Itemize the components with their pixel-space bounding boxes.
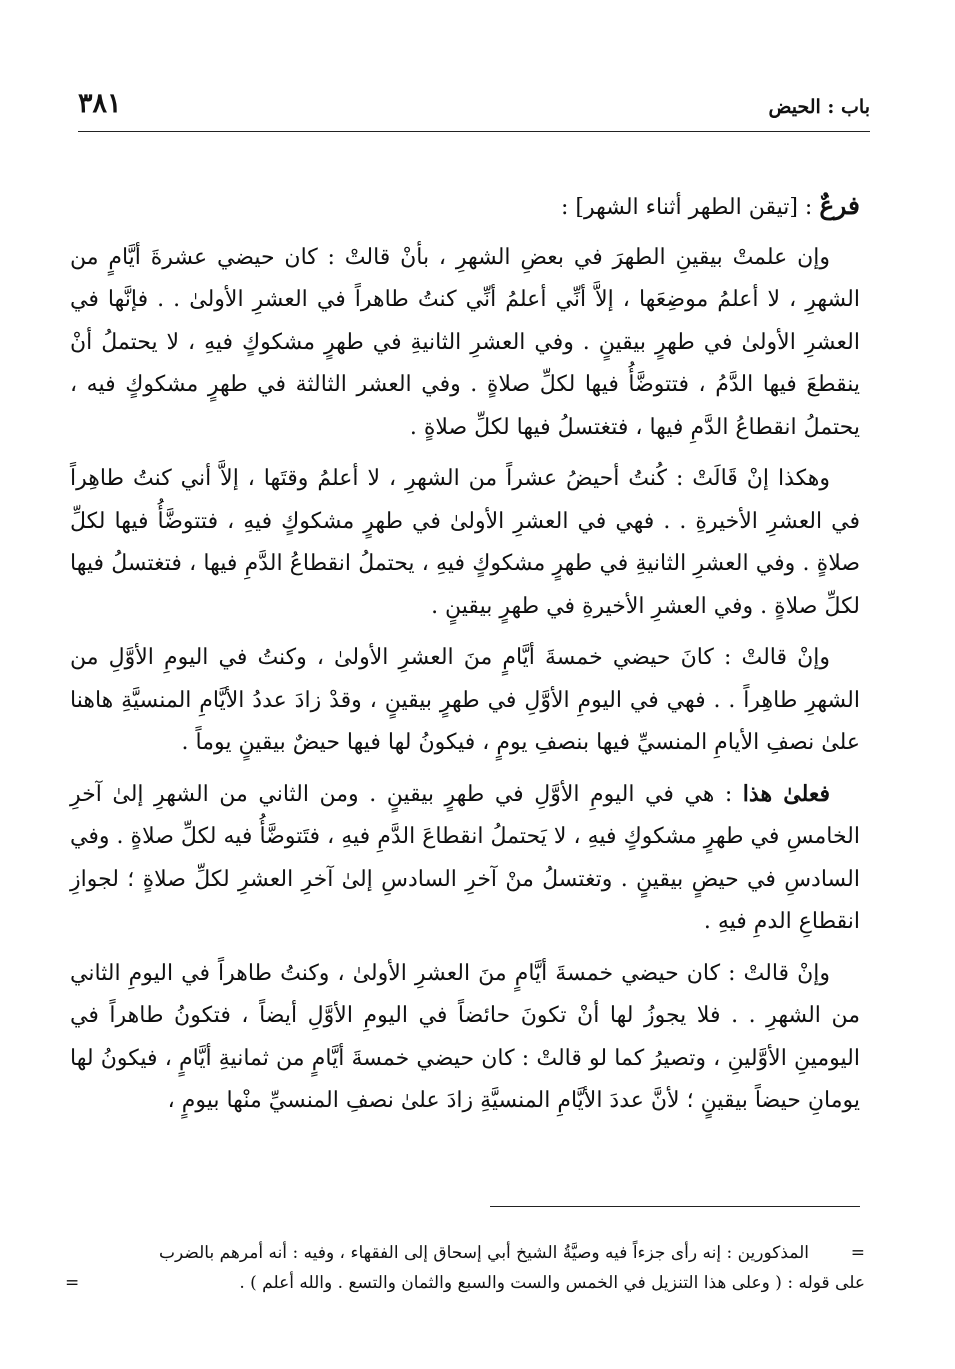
main-text	[70, 185, 860, 1131]
footnote-line	[65, 1238, 865, 1268]
paragraph	[70, 236, 860, 450]
page-header	[78, 88, 870, 128]
continuation-mark: =	[850, 1243, 865, 1263]
header-rule	[78, 131, 870, 132]
paragraph	[70, 952, 860, 1123]
paragraph-text: : هي في اليومِ الأوَّلِ في طهرٍ بيقينٍ . ومن الثاني من الشهرِ إلىٰ آخرِ الخامسِ في طهرٍ مشكوكٍ فيهِ ، لا يَحتملُ انقطاعَ الدَّمِ فيهِ ، فتَتوضَّأُ فيه لكلِّ صلاةٍ . وفي السادسِ في حيضٍ بيقينٍ . وتغتسلُ منْ آخرِ السادسِ إلىٰ آخرِ العشرِ لكلِّ صلاةٍ ؛ لجوازِ انقطاعِ الدمِ فيهِ .	[70, 781, 860, 934]
footnote-text: على قوله : ( وعلى هذا التنزيل في الخمس والست والسبع والثمان والتسع . والله أعلم ) .	[239, 1273, 865, 1293]
continuation-mark: =	[65, 1273, 80, 1293]
section-heading	[70, 185, 860, 230]
section-lead: فرعٌ	[819, 191, 860, 220]
page-number: ٣٨١	[78, 88, 122, 119]
footnote-rule	[490, 1206, 860, 1207]
footnotes	[65, 1238, 865, 1298]
running-title: باب : الحيض	[768, 96, 870, 118]
section-title: : [تيقن الطهر أثناء الشهر] :	[560, 195, 820, 220]
paragraph-text: وإنْ قالتْ : كان حيضي خمسةَ أيَّامٍ منَ العشرِ الأولىٰ ، وكنتُ طاهراً في اليومِ الثاني من الشهرِ . . فلا يجوزُ لها أنْ تكونَ حائضاً في اليومِ الأوَّلِ أيضاً ، فتكونُ طاهراً في اليومينِ الأوَّلينِ ، وتصيرُ كما لو قالتْ : كان حيضي خمسةَ أيَّامٍ من ثمانيةِ أيَّامٍ ، فيكونُ لها يومانِ حيضاً بيقينٍ ؛ لأنَّ عددَ الأيَّامِ المنسيَّةِ زادَ علىٰ نصفِ المنسيِّ منْها بيومٍ ،	[70, 960, 860, 1113]
paragraph-text: وإنْ قالتْ : كانَ حيضي خمسةَ أيَّامٍ منَ العشرِ الأولىٰ ، وكنتُ في اليومِ الأوَّلِ من الشهرِ طاهِراً . . فهي في اليومِ الأوَّلِ في طهرٍ بيقينٍ ، وقدْ زادَ عددُ الأيَّامِ المنسيَّةِ هاهنا علىٰ نصفِ الأيامِ المنسيِّ فيها بنصفِ يومٍ ، فيكونُ لها فيها حيضٌ بيقينٍ يوماً .	[70, 645, 860, 755]
paragraph	[70, 457, 860, 628]
paragraph	[70, 636, 860, 765]
paragraph-lead: فعلىٰ هذا	[742, 780, 831, 807]
paragraph	[70, 773, 860, 944]
footnote-line	[65, 1268, 865, 1298]
paragraph-text: وهكذا إنْ قَالَتْ : كُنتُ أحيضُ عشراً من الشهرِ ، لا أعلمُ وقتَها ، إلاَّ أني كنتُ طاهِراً في العشرِ الأخيرةِ . . فهي في العشرِ الأولىٰ في طهرٍ مشكوكٍ فيهِ ، فتتوضَّأُ فيها لكلِّ صلاةٍ . وفي العشرِ الثانيةِ في طهرٍ مشكوكٍ فيهِ ، يحتملُ انقطاعُ الدَّمِ فيها ، فتغتسلُ فيها لكلِّ صلاةٍ . وفي العشرِ الأخيرةِ في طهرٍ بيقينٍ .	[70, 466, 860, 619]
paragraph-text: وإن علمتْ بيقينِ الطهرَ في بعضِ الشهرِ ، بأنْ قالتْ : كان حيضي عشرةَ أيَّامٍ من الشهرِ ، لا أعلمُ موضِعَها ، إلاَّ أنِّي أعلمُ أنِّي كنتُ طاهراً في العشرِ الأولىٰ . . فإنَّها في العشرِ الأولىٰ في طهرٍ بيقينٍ . وفي العشرِ الثانيةِ في طهرٍ مشكوكٍ فيهِ ، لا يحتملُ أنْ ينقطعَ فيها الدَّمُ ، فتتوضَّأُ فيها لكلِّ صلاةٍ . وفي العشر الثالثة في طهرٍ مشكوكٍ فيه ، يحتملُ انقطاعُ الدَّمِ فيها ، فتغتسلُ فيها لكلِّ صلاةٍ .	[70, 244, 860, 440]
footnote-text: المذكورين : إنه رأى جزءاً فيه وصيَّةُ الشيخ أبي إسحاق إلى الفقهاء ، وفيه : أنه أمرهم بالضرب	[158, 1243, 809, 1263]
